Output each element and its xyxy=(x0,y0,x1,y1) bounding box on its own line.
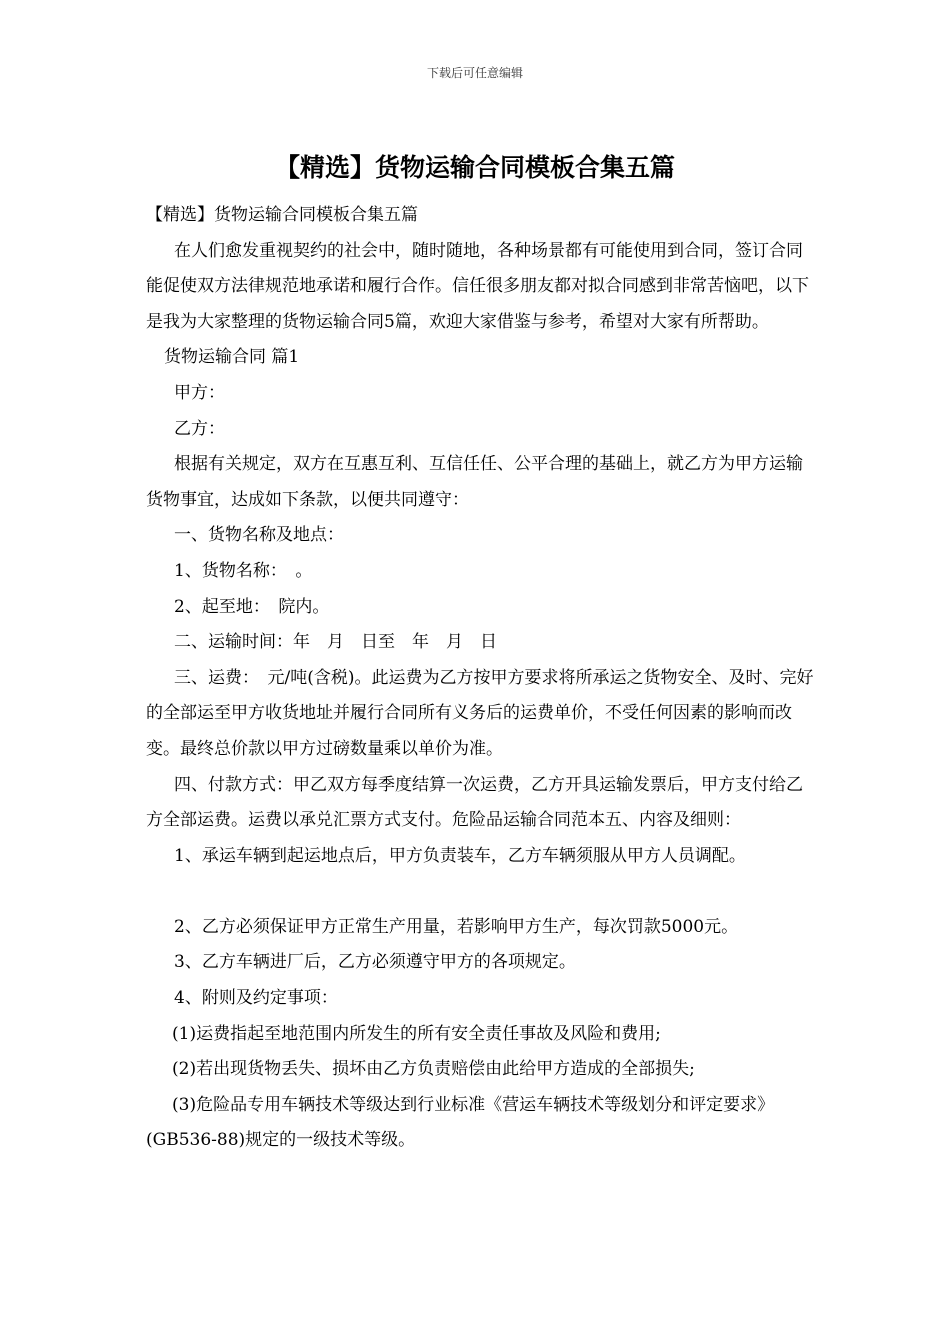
party-b: 乙方： xyxy=(174,418,225,439)
clause-1-1: 1、货物名称： 。 xyxy=(174,560,313,581)
intro-paragraph: 在人们愈发重视契约的社会中，随时随地，各种场景都有可能使用到合同，签订合同能促使双方法律规范地承诺和履行合作。信任很多朋友都对拟合同感到非常苦恼吧，以下是我为大家整理的货物运输合同5篇，欢迎大家借鉴与参考，希望对大家有所帮助。 xyxy=(146,240,809,332)
clause-5-4: 4、附则及约定事项： xyxy=(174,988,338,1009)
subtitle: 【精选】货物运输合同模板合集五篇 xyxy=(146,205,418,225)
clause-1-2: 2、起至地： 院内。 xyxy=(174,596,330,617)
preamble-paragraph: 根据有关规定，双方在互惠互利、互信任任、公平合理的基础上，就乙方为甲方运输货物事宜，达成如下条款，以便共同遵守： xyxy=(146,454,803,510)
clause-3: 三、运费： 元/吨(含税)。此运费为乙方按甲方要求将所承运之货物安全、及时、完好的全部运至甲方收货地址并履行合同所有义务后的运费单价，不受任何因素的影响而改变。最终总价款以甲方过磅数量乘以单价为准。 xyxy=(146,667,814,759)
clause-5-4-2: (2)若出现货物丢失、损坏由乙方负责赔偿由此给甲方造成的全部损失; xyxy=(172,1059,695,1080)
blank-line xyxy=(146,874,818,910)
clause-5-4-1: (1)运费指起至地范围内所发生的所有安全责任事故及风险和费用; xyxy=(172,1023,661,1044)
clause-5-4-3: (3)危险品专用车辆技术等级达到行业标准《营运车辆技术等级划分和评定要求》(GB536-88)规定的一级技术等级。 xyxy=(146,1094,775,1151)
document-title: 【精选】货物运输合同模板合集五篇 xyxy=(274,153,675,182)
clause-1: 一、货物名称及地点： xyxy=(174,525,344,546)
document-body xyxy=(146,198,818,1159)
clause-5-3: 3、乙方车辆进厂后，乙方必须遵守甲方的各项规定。 xyxy=(174,952,576,973)
clause-5-2: 2、乙方必须保证甲方正常生产用量，若影响甲方生产，每次罚款5000元。 xyxy=(174,916,739,937)
section-heading: 货物运输合同 篇1 xyxy=(164,347,300,368)
clause-2: 二、运输时间：年 月 日至 年 月 日 xyxy=(174,632,497,653)
party-a: 甲方： xyxy=(174,382,225,403)
clause-4: 四、付款方式：甲乙双方每季度结算一次运费，乙方开具运输发票后，甲方支付给乙方全部运费。运费以承兑汇票方式支付。危险品运输合同范本五、内容及细则： xyxy=(146,774,803,831)
clause-5-1: 1、承运车辆到起运地点后，甲方负责装车，乙方车辆须服从甲方人员调配。 xyxy=(174,845,746,866)
header-note: 下载后可任意编辑 xyxy=(426,66,523,80)
